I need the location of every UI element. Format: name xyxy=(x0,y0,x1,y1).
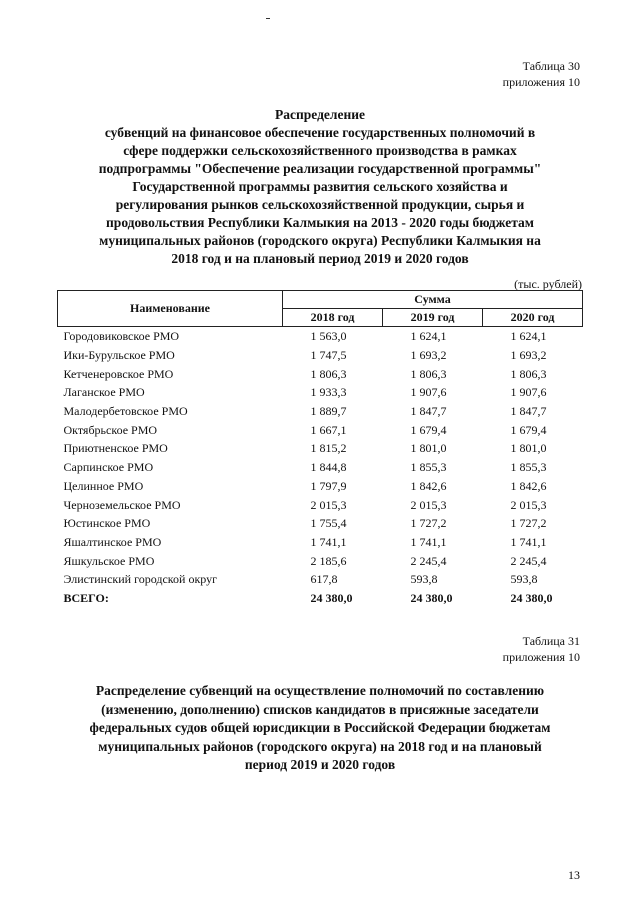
header-name: Наименование xyxy=(58,291,283,327)
table-row xyxy=(58,514,583,533)
value-2019: 1 806,3 xyxy=(410,366,447,381)
table30-number: Таблица 30 xyxy=(522,59,580,73)
table30-reference xyxy=(503,58,580,90)
value-2019: 593,8 xyxy=(410,572,438,587)
table-row xyxy=(58,346,583,365)
municipality-name: Городовиковское РМО xyxy=(63,329,180,344)
distribution-table xyxy=(57,290,583,607)
value-2018: 1 747,5 xyxy=(310,348,347,363)
value-2018: 2 015,3 xyxy=(310,497,347,512)
municipality-name: Ики-Бурульское РМО xyxy=(63,348,175,363)
value-2020: 1 801,0 xyxy=(510,441,547,456)
title-line: муниципальных районов (городского округа) Республики Калмыкия на xyxy=(99,233,541,248)
value-2020: 1 842,6 xyxy=(510,478,547,493)
value-2020: 1 847,7 xyxy=(510,404,547,419)
table31-appendix: приложения 10 xyxy=(502,650,580,664)
table-row xyxy=(58,570,583,589)
title-line: сфере поддержки сельскохозяйственного производства в рамках xyxy=(123,143,517,158)
table-row xyxy=(58,383,583,402)
value-2018: 1 806,3 xyxy=(310,366,347,381)
value-2019: 1 855,3 xyxy=(410,460,447,475)
value-2019: 1 842,6 xyxy=(410,478,447,493)
total-label: ВСЕГО: xyxy=(63,590,109,605)
value-2020: 1 693,2 xyxy=(510,348,547,363)
value-2018: 1 889,7 xyxy=(310,404,347,419)
value-2018: 1 667,1 xyxy=(310,422,347,437)
value-2019: 2 245,4 xyxy=(410,553,447,568)
value-2020: 1 624,1 xyxy=(510,329,547,344)
municipality-name: Юстинское РМО xyxy=(63,516,151,531)
value-2018: 1 815,2 xyxy=(310,441,347,456)
title-line: муниципальных районов (городского округа) на 2018 год и на плановый xyxy=(98,738,542,754)
value-2018: 617,8 xyxy=(310,572,338,587)
municipality-name: Лаганское РМО xyxy=(63,385,145,400)
table31-reference xyxy=(503,633,580,665)
total-2019: 24 380,0 xyxy=(410,590,453,605)
table31-number: Таблица 31 xyxy=(522,634,580,648)
table-row xyxy=(58,495,583,514)
value-2020: 1 741,1 xyxy=(510,534,547,549)
value-2018: 1 933,3 xyxy=(310,385,347,400)
municipality-name: Элистинский городской округ xyxy=(63,572,218,587)
value-2018: 1 563,0 xyxy=(310,329,347,344)
total-row xyxy=(58,589,583,608)
title-line: Распределение xyxy=(274,107,366,122)
title-line: (изменению, дополнению) списков кандидатов в присяжные заседатели xyxy=(101,701,539,717)
table-row xyxy=(58,477,583,496)
title-line: регулирования рынков сельскохозяйственной продукции, сырья и xyxy=(115,197,525,212)
value-2019: 1 801,0 xyxy=(410,441,447,456)
table-row xyxy=(58,458,583,477)
table30-title xyxy=(50,106,590,268)
municipality-name: Целинное РМО xyxy=(63,478,144,493)
value-2018: 1 741,1 xyxy=(310,534,347,549)
table-row xyxy=(58,551,583,570)
value-2018: 1 797,9 xyxy=(310,478,347,493)
value-2020: 2 245,4 xyxy=(510,553,547,568)
header-sum: Сумма xyxy=(283,291,583,309)
total-2018: 24 380,0 xyxy=(310,590,353,605)
value-2018: 2 185,6 xyxy=(310,553,347,568)
municipality-name: Октябрьское РМО xyxy=(63,422,158,437)
title-line: субвенций на финансовое обеспечение государственных полномочий в xyxy=(104,125,536,140)
table31-title xyxy=(50,682,590,775)
total-2020: 24 380,0 xyxy=(510,590,553,605)
value-2019: 2 015,3 xyxy=(410,497,447,512)
value-2019: 1 693,2 xyxy=(410,348,447,363)
header-2019: 2019 год xyxy=(383,309,483,327)
table-row xyxy=(58,533,583,552)
municipality-name: Яшкульское РМО xyxy=(63,553,155,568)
value-2019: 1 907,6 xyxy=(410,385,447,400)
table30-appendix: приложения 10 xyxy=(502,75,580,89)
value-2020: 1 806,3 xyxy=(510,366,547,381)
municipality-name: Сарпинское РМО xyxy=(63,460,154,475)
municipality-name: Малодербетовское РМО xyxy=(63,404,188,419)
value-2019: 1 741,1 xyxy=(410,534,447,549)
scan-speck xyxy=(266,18,270,19)
page-number: 13 xyxy=(568,868,580,882)
title-line: 2018 год и на плановый период 2019 и 2020 годов xyxy=(171,251,469,266)
table-row xyxy=(58,364,583,383)
value-2020: 1 727,2 xyxy=(510,516,547,531)
value-2019: 1 847,7 xyxy=(410,404,447,419)
value-2020: 1 855,3 xyxy=(510,460,547,475)
table-row xyxy=(58,439,583,458)
title-line: федеральных судов общей юрисдикции в Российской Федерации бюджетам xyxy=(89,720,551,735)
title-line: Государственной программы развития сельского хозяйства и xyxy=(132,179,508,194)
header-2020: 2020 год xyxy=(483,309,583,327)
title-line: продовольствия Республики Калмыкия на 2013 - 2020 годы бюджетам xyxy=(106,215,534,230)
table-row xyxy=(58,402,583,421)
value-2018: 1 755,4 xyxy=(310,516,347,531)
value-2020: 593,8 xyxy=(510,572,538,587)
municipality-name: Яшалтинское РМО xyxy=(63,534,162,549)
units-label: (тыс. рублей) xyxy=(514,277,582,291)
value-2020: 1 679,4 xyxy=(510,422,547,437)
title-line: подпрограммы "Обеспечение реализации государственной программы" xyxy=(98,161,542,176)
table-row xyxy=(58,327,583,346)
value-2019: 1 727,2 xyxy=(410,516,447,531)
value-2020: 1 907,6 xyxy=(510,385,547,400)
municipality-name: Кетченеровское РМО xyxy=(63,366,174,381)
header-2018: 2018 год xyxy=(283,309,383,327)
municipality-name: Приютненское РМО xyxy=(63,441,168,456)
value-2018: 1 844,8 xyxy=(310,460,347,475)
value-2020: 2 015,3 xyxy=(510,497,547,512)
title-line: период 2019 и 2020 годов xyxy=(244,757,396,772)
title-line: Распределение субвенций на осуществление полномочий по составлению xyxy=(95,683,545,698)
value-2019: 1 679,4 xyxy=(410,422,447,437)
value-2019: 1 624,1 xyxy=(410,329,447,344)
municipality-name: Черноземельское РМО xyxy=(63,497,181,512)
table-row xyxy=(58,420,583,439)
